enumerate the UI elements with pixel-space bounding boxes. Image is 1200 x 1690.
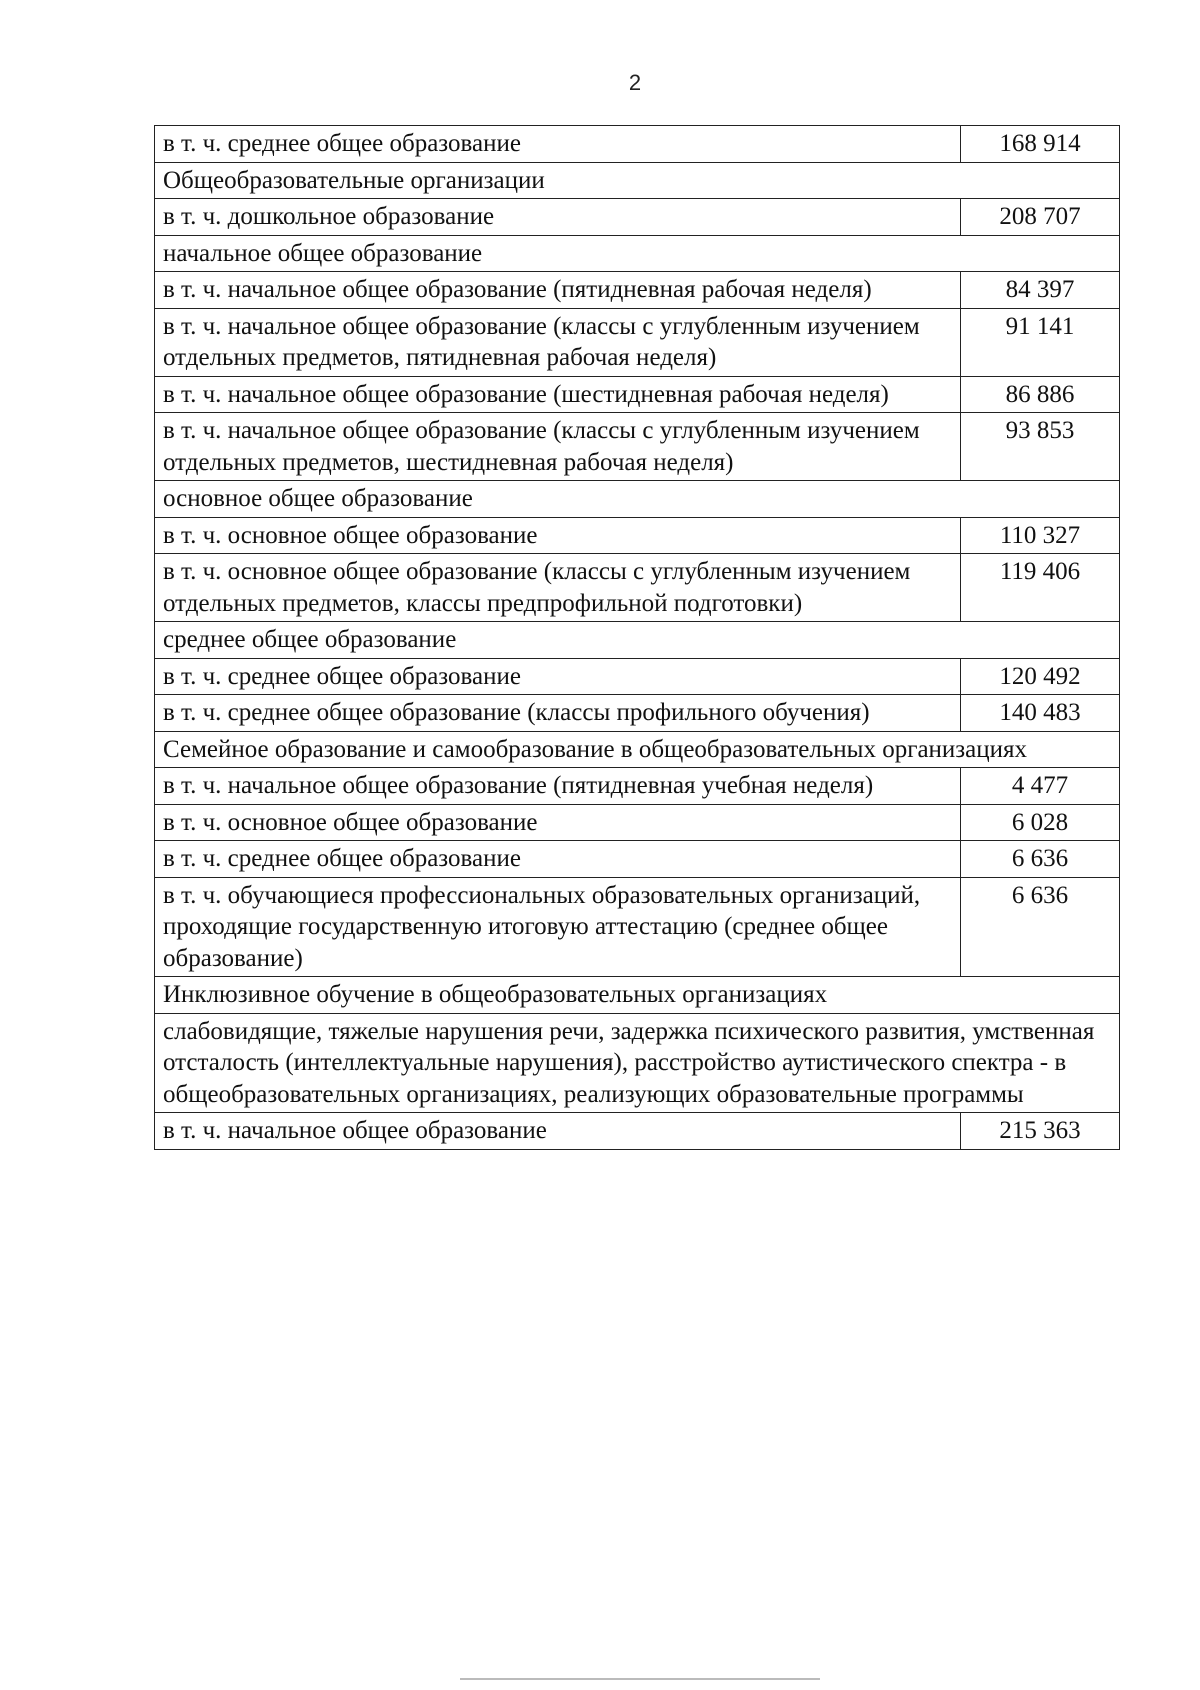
section-row	[155, 977, 1120, 1014]
table-row	[155, 554, 1120, 622]
section-heading: Семейное образование и самообразование в общеобразовательных организациях	[155, 731, 1120, 768]
table-row	[155, 1113, 1120, 1150]
row-value: 6 636	[961, 877, 1120, 977]
section-row	[155, 481, 1120, 518]
cost-table	[154, 125, 1120, 1150]
section-row	[155, 1013, 1120, 1113]
row-value: 93 853	[961, 413, 1120, 481]
row-label: в т. ч. основное общее образование	[155, 517, 961, 554]
row-value: 215 363	[961, 1113, 1120, 1150]
row-value: 6 636	[961, 841, 1120, 878]
section-heading: основное общее образование	[155, 481, 1120, 518]
section-row	[155, 162, 1120, 199]
row-label: в т. ч. начальное общее образование	[155, 1113, 961, 1150]
table-row	[155, 126, 1120, 163]
row-label: в т. ч. среднее общее образование	[155, 841, 961, 878]
table-row	[155, 768, 1120, 805]
row-label: в т. ч. начальное общее образование (шестидневная рабочая неделя)	[155, 376, 961, 413]
row-value: 84 397	[961, 272, 1120, 309]
table-row	[155, 413, 1120, 481]
row-label: в т. ч. обучающиеся профессиональных образовательных организаций, проходящие государственную итоговую аттестацию (среднее общее образование)	[155, 877, 961, 977]
table-row	[155, 517, 1120, 554]
table-row	[155, 199, 1120, 236]
section-row	[155, 731, 1120, 768]
table-row	[155, 308, 1120, 376]
row-value: 208 707	[961, 199, 1120, 236]
table-row	[155, 804, 1120, 841]
table-row	[155, 695, 1120, 732]
row-label: в т. ч. дошкольное образование	[155, 199, 961, 236]
row-label: в т. ч. основное общее образование (классы с углубленным изучением отдельных предметов, классы предпрофильной подготовки)	[155, 554, 961, 622]
row-value: 6 028	[961, 804, 1120, 841]
row-value: 119 406	[961, 554, 1120, 622]
section-heading: среднее общее образование	[155, 622, 1120, 659]
row-label: в т. ч. среднее общее образование	[155, 658, 961, 695]
row-label: в т. ч. начальное общее образование (пятидневная учебная неделя)	[155, 768, 961, 805]
row-label: в т. ч. основное общее образование	[155, 804, 961, 841]
row-value: 86 886	[961, 376, 1120, 413]
row-label: в т. ч. среднее общее образование (классы профильного обучения)	[155, 695, 961, 732]
table-row	[155, 877, 1120, 977]
row-value: 4 477	[961, 768, 1120, 805]
row-value: 168 914	[961, 126, 1120, 163]
row-label: в т. ч. среднее общее образование	[155, 126, 961, 163]
section-heading: Общеобразовательные организации	[155, 162, 1120, 199]
row-value: 110 327	[961, 517, 1120, 554]
row-value: 91 141	[961, 308, 1120, 376]
section-heading: Инклюзивное обучение в общеобразовательных организациях	[155, 977, 1120, 1014]
cost-table-body	[155, 126, 1120, 1150]
table-row	[155, 658, 1120, 695]
page-number: 2	[628, 70, 642, 95]
row-label: в т. ч. начальное общее образование (классы с углубленным изучением отдельных предметов, пятидневная рабочая неделя)	[155, 308, 961, 376]
row-label: в т. ч. начальное общее образование (классы с углубленным изучением отдельных предметов, шестидневная рабочая неделя)	[155, 413, 961, 481]
section-heading: начальное общее образование	[155, 235, 1120, 272]
section-heading: слабовидящие, тяжелые нарушения речи, задержка психического развития, умственная отсталость (интеллектуальные нарушения), расстройство аутистического спектра - в общеобразовательных организациях, реализующих образовательные программы	[155, 1013, 1120, 1113]
footer-divider	[460, 1678, 820, 1680]
table-row	[155, 272, 1120, 309]
row-label: в т. ч. начальное общее образование (пятидневная рабочая неделя)	[155, 272, 961, 309]
table-row	[155, 841, 1120, 878]
row-value: 140 483	[961, 695, 1120, 732]
section-row	[155, 622, 1120, 659]
section-row	[155, 235, 1120, 272]
row-value: 120 492	[961, 658, 1120, 695]
table-row	[155, 376, 1120, 413]
